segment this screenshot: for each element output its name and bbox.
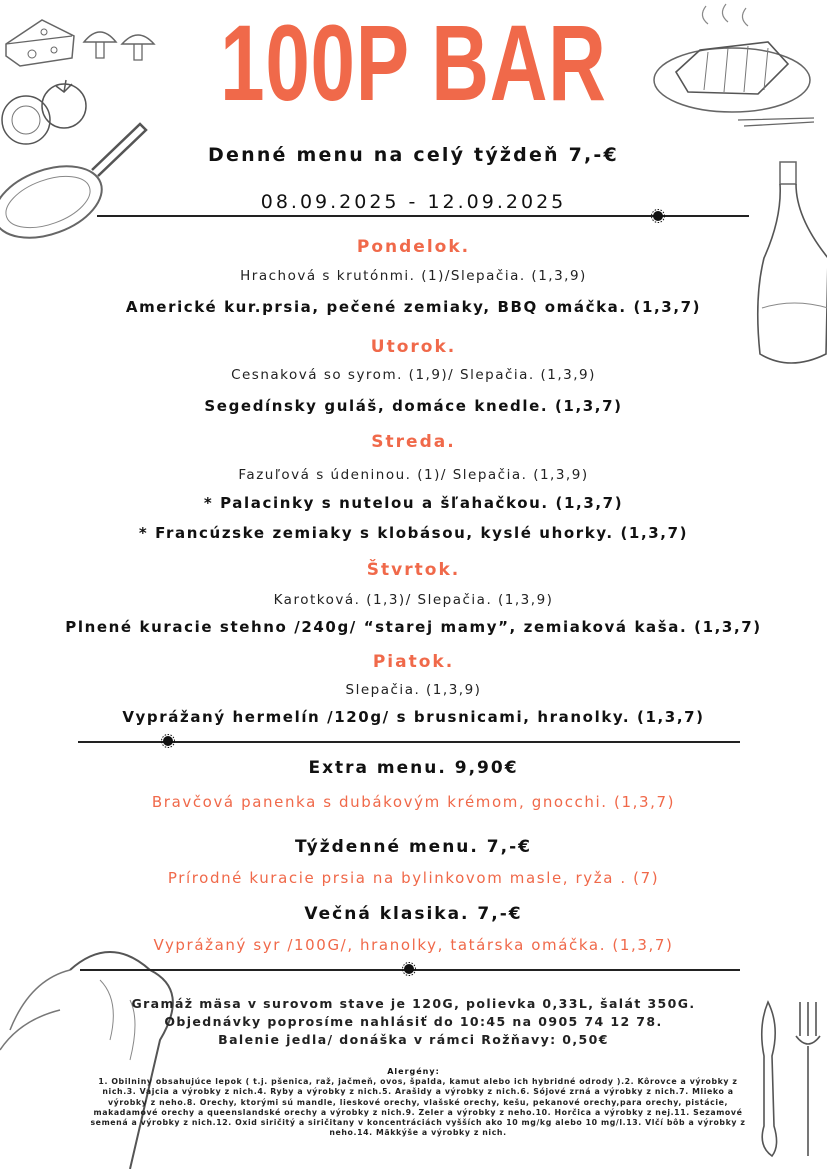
frying-pan-icon [0,118,150,246]
info-line: Balenie jedla/ donáška v rámci Rožňavy: 0,50€ [218,1032,609,1047]
day-heading: Piatok. [372,652,455,672]
soup-line: Fazuľová s údeninou. (1)/ Slepačia. (1,3,9) [238,467,589,483]
splat-icon [161,734,175,748]
soup-line: Hrachová s krutónmi. (1)/Slepačia. (1,3,9) [240,268,587,284]
date-range: 08.09.2025 - 12.09.2025 [260,191,567,213]
special-title: Týždenné menu. 7,-€ [295,837,532,857]
day-heading: Streda. [371,432,456,452]
info-line: Gramáž mäsa v surovom stave je 120G, polievka 0,33L, šalát 350G. [131,996,696,1011]
soup-line: Cesnaková so syrom. (1,9)/ Slepačia. (1,3,9) [231,367,596,383]
main-dish: Vyprážaný hermelín /120g/ s brusnicami, hranolky. (1,3,7) [122,708,705,726]
soup-line: Karotková. (1,3)/ Slepačia. (1,3,9) [273,592,554,608]
soup-line: Slepačia. (1,3,9) [345,682,482,698]
allergens-title: Alergény: [387,1067,440,1076]
splat-icon [651,209,665,223]
info-line: Objednávky poprosíme nahlásiť do 10:45 na 0905 74 12 78. [164,1014,663,1029]
special-dish: Vyprážaný syr /100G/, hranolky, tatárska omáčka. (1,3,7) [153,936,674,954]
special-title: Večná klasika. 7,-€ [304,904,523,924]
main-dish: * Francúzske zemiaky s klobásou, kyslé uhorky. (1,3,7) [138,524,689,542]
main-dish: Americké kur.prsia, pečené zemiaky, BBQ omáčka. (1,3,7) [125,298,702,316]
restaurant-title: 100P BAR [220,2,607,123]
divider [78,741,740,743]
day-heading: Utorok. [370,337,457,357]
menu-subtitle: Denné menu na celý týždeň 7,-€ [208,144,619,166]
special-dish: Prírodné kuracie prsia na bylinkovom masle, ryža . (7) [167,869,660,887]
special-title: Extra menu. 9,90€ [308,758,519,778]
main-dish: Plnené kuracie stehno /240g/ “starej mamy”, zemiaková kaša. (1,3,7) [65,618,762,636]
main-dish: Segedínsky guláš, domáce knedle. (1,3,7) [204,397,623,415]
special-dish: Bravčová panenka s dubákovým krémom, gnocchi. (1,3,7) [151,793,676,811]
main-dish: * Palacinky s nutelou a šľahačkou. (1,3,7) [203,494,624,512]
allergens-list: 1. Obilniny obsahujúce lepok ( t.j. pšenica, raž, jačmeň, ovos, špalda, kamut alebo ich hybridné odrody ).2. Kôrovce a výrobky z nich.3. Vajcia a výrobky z nich.4. Ryby a výrobky z nich.5. Arašidy a výrobky z nich.6. Sójové zrná a výrobky z nich.7. Mlieko a výrobky z neho.8. Orechy, ktorými sú mandle, lieskové orechy, vlašské orechy, kešu, pekanové orechy,para orechy, pistácie, makadamové orechy a queenslandské orechy a výrobky z nich.9. Zeler a výrobky z neho.10. Horčica a výrobky z nej.11. Sezamové semená a výrobky z nich.12. Oxid siričitý a siričitany v koncentráciách vyšších ako 10 mg/kg alebo 10 mg/l.13. Vlčí bôb a výrobky z neho.14. Mäkkýše a výrobky z nich. [90,1077,746,1138]
cheese-icon [2,14,78,70]
splat-icon [402,962,416,976]
day-heading: Štvrtok. [366,560,461,580]
day-heading: Pondelok. [356,237,471,257]
